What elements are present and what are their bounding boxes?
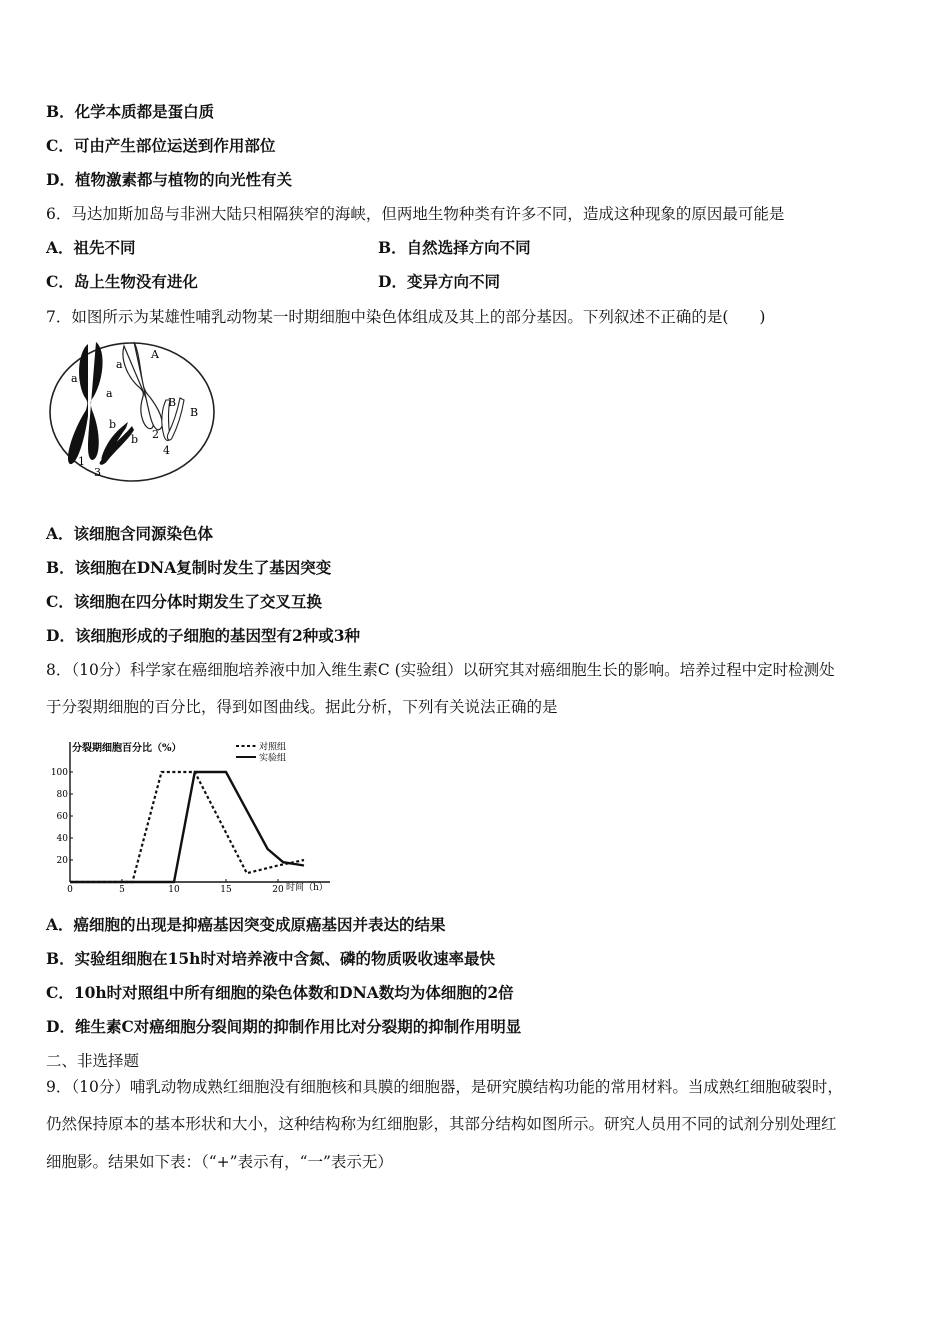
q6-option-c: C．岛上生物没有进化 xyxy=(46,272,198,291)
section-title: 二、非选择题 xyxy=(46,1052,140,1070)
y-tick-label: 40 xyxy=(56,834,68,844)
x-tick-label: 0 xyxy=(67,885,73,894)
gene-label: b xyxy=(109,418,117,431)
gene-label: B xyxy=(190,406,199,419)
gene-label: a xyxy=(116,358,123,371)
chart-legend xyxy=(236,741,286,764)
q7-option-a: A．该细胞含同源染色体 xyxy=(46,524,214,543)
gene-label: a xyxy=(71,372,78,385)
chromosome-cell-figure xyxy=(48,336,216,486)
q5-option-d: D．植物激素都与植物的向光性有关 xyxy=(46,170,292,189)
q7-option-c: C．该细胞在四分体时期发生了交叉互换 xyxy=(46,592,322,611)
q6-option-d: D．变异方向不同 xyxy=(378,272,500,291)
q6-option-a: A．祖先不同 xyxy=(46,238,136,257)
legend-label: 对照组 xyxy=(259,742,287,753)
q9-line1: 9．（10分）哺乳动物成熟红细胞没有细胞核和具膜的细胞器，是研究膜结构功能的常用材料。当成熟红细胞破裂时， xyxy=(46,1078,843,1096)
x-tick-label: 5 xyxy=(119,885,125,894)
q9-line2: 仍然保持原本的基本形状和大小，这种结构称为红细胞影，其部分结构如图所示。研究人员用不同的试剂分别处理红 xyxy=(46,1115,837,1133)
q5-option-c: C．可由产生部位运送到作用部位 xyxy=(46,136,276,155)
chromosome-3 xyxy=(100,422,134,465)
mitosis-percentage-chart xyxy=(44,734,334,894)
chart-xlabel: 时间（h） xyxy=(286,883,328,893)
y-tick-label: 60 xyxy=(56,812,68,822)
y-tick-label: 80 xyxy=(56,790,68,800)
chart-axes xyxy=(70,742,330,882)
q9-line3: 细胞影。结果如下表：（“+”表示有，“一”表示无） xyxy=(46,1153,393,1171)
series-line-control xyxy=(70,772,304,882)
q8-option-d: D．维生素C对癌细胞分裂间期的抑制作用比对分裂期的抑制作用明显 xyxy=(46,1017,522,1036)
x-tick-label: 10 xyxy=(168,885,180,894)
q6-option-b: B．自然选择方向不同 xyxy=(378,238,531,257)
q8-option-c: C．10h时对照组中所有细胞的染色体数和DNA数均为体细胞的2倍 xyxy=(46,983,514,1002)
chart-series xyxy=(70,772,304,882)
chromosome-number: 1 xyxy=(78,455,85,468)
chart-ticks xyxy=(51,768,284,894)
gene-label: a xyxy=(106,387,113,400)
q8-option-b: B．实验组细胞在15h时对培养液中含氮、磷的物质吸收速率最快 xyxy=(46,949,495,968)
x-tick-label: 15 xyxy=(220,885,232,894)
y-tick-label: 100 xyxy=(50,768,68,778)
legend-label: 实验组 xyxy=(259,753,287,764)
chromosome-1 xyxy=(68,342,103,464)
q7-stem: 7．如图所示为某雄性哺乳动物某一时期细胞中染色体组成及其上的部分基因。下列叙述不正确的是( ) xyxy=(46,308,766,326)
q8-stem-line1: 8．（10分）科学家在癌细胞培养液中加入维生素C (实验组）以研究其对癌细胞生长的影响。培养过程中定时检测处 xyxy=(46,661,835,679)
q7-option-d: D．该细胞形成的子细胞的基因型有2种或3种 xyxy=(46,626,361,645)
q6-stem: 6．马达加斯加岛与非洲大陆只相隔狭窄的海峡，但两地生物种类有许多不同，造成这种现象的原因最可能是 xyxy=(46,205,785,223)
gene-label: B xyxy=(168,396,177,409)
series-line-experiment xyxy=(70,772,304,882)
q8-option-a: A．癌细胞的出现是抑癌基因突变成原癌基因并表达的结果 xyxy=(46,915,446,934)
chromosome-number: 3 xyxy=(94,466,101,479)
chart-ylabel: 分裂期细胞百分比（%） xyxy=(72,743,182,754)
q8-stem-line2: 于分裂期细胞的百分比，得到如图曲线。据此分析，下列有关说法正确的是 xyxy=(46,698,558,716)
x-tick-label: 20 xyxy=(272,885,284,894)
chromosome-number: 2 xyxy=(152,428,159,441)
y-tick-label: 20 xyxy=(56,856,68,866)
chromosome-number: 4 xyxy=(163,444,170,457)
q7-option-b: B．该细胞在DNA复制时发生了基因突变 xyxy=(46,558,332,577)
gene-label: b xyxy=(131,433,139,446)
gene-label: A xyxy=(151,348,159,361)
q5-option-b: B．化学本质都是蛋白质 xyxy=(46,102,215,121)
